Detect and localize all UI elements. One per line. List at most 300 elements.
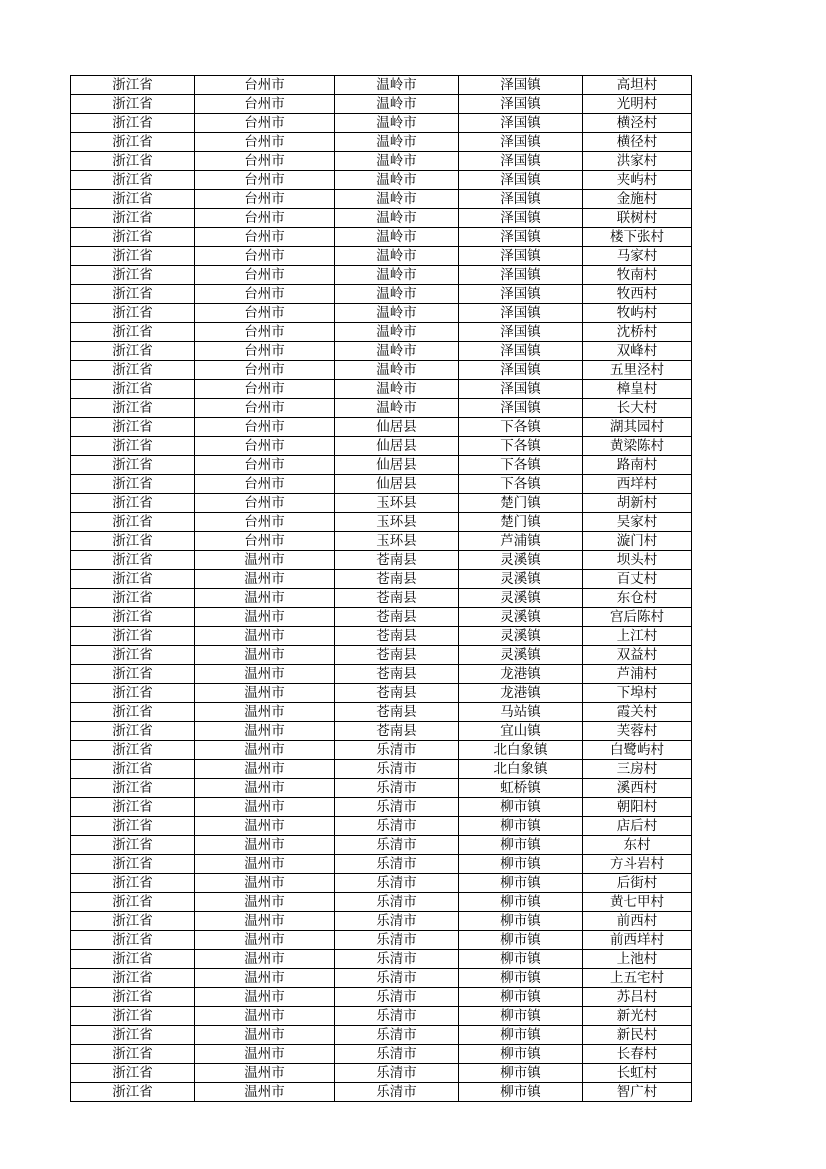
county-cell: 温岭市: [335, 76, 459, 95]
city-cell: 温州市: [195, 1083, 335, 1102]
province-cell: 浙江省: [71, 1026, 195, 1045]
village-cell: 楼下张村: [583, 228, 692, 247]
province-cell: 浙江省: [71, 912, 195, 931]
city-cell: 温州市: [195, 665, 335, 684]
table-row: [71, 380, 692, 399]
table-row: [71, 1045, 692, 1064]
county-cell: 乐清市: [335, 779, 459, 798]
village-cell: 漩门村: [583, 532, 692, 551]
village-cell: 霞关村: [583, 703, 692, 722]
village-cell: 湖其园村: [583, 418, 692, 437]
table-row: [71, 988, 692, 1007]
city-cell: 温州市: [195, 646, 335, 665]
village-cell: 白鹭屿村: [583, 741, 692, 760]
county-cell: 苍南县: [335, 703, 459, 722]
province-cell: 浙江省: [71, 380, 195, 399]
town-cell: 柳市镇: [459, 1083, 583, 1102]
town-cell: 宜山镇: [459, 722, 583, 741]
village-cell: 横泾村: [583, 114, 692, 133]
province-cell: 浙江省: [71, 76, 195, 95]
table-row: [71, 171, 692, 190]
county-cell: 乐清市: [335, 874, 459, 893]
town-cell: 柳市镇: [459, 893, 583, 912]
city-cell: 温州市: [195, 874, 335, 893]
province-cell: 浙江省: [71, 817, 195, 836]
county-cell: 温岭市: [335, 228, 459, 247]
province-cell: 浙江省: [71, 304, 195, 323]
province-cell: 浙江省: [71, 437, 195, 456]
table-row: [71, 722, 692, 741]
province-cell: 浙江省: [71, 608, 195, 627]
table-row: [71, 646, 692, 665]
table-row: [71, 304, 692, 323]
town-cell: 北白象镇: [459, 760, 583, 779]
village-cell: 东仓村: [583, 589, 692, 608]
town-cell: 柳市镇: [459, 1026, 583, 1045]
city-cell: 台州市: [195, 380, 335, 399]
city-cell: 台州市: [195, 304, 335, 323]
village-cell: 新光村: [583, 1007, 692, 1026]
table-row: [71, 285, 692, 304]
table-row: [71, 209, 692, 228]
town-cell: 下各镇: [459, 475, 583, 494]
county-cell: 仙居县: [335, 456, 459, 475]
town-cell: 柳市镇: [459, 1007, 583, 1026]
village-cell: 后街村: [583, 874, 692, 893]
province-cell: 浙江省: [71, 798, 195, 817]
village-cell: 路南村: [583, 456, 692, 475]
town-cell: 泽国镇: [459, 399, 583, 418]
city-cell: 台州市: [195, 342, 335, 361]
city-cell: 温州市: [195, 684, 335, 703]
county-cell: 苍南县: [335, 627, 459, 646]
city-cell: 温州市: [195, 703, 335, 722]
village-cell: 五里泾村: [583, 361, 692, 380]
province-cell: 浙江省: [71, 513, 195, 532]
table-row: [71, 969, 692, 988]
city-cell: 台州市: [195, 114, 335, 133]
village-cell: 光明村: [583, 95, 692, 114]
province-cell: 浙江省: [71, 418, 195, 437]
table-row: [71, 361, 692, 380]
town-cell: 泽国镇: [459, 95, 583, 114]
city-cell: 台州市: [195, 513, 335, 532]
town-cell: 泽国镇: [459, 247, 583, 266]
province-cell: 浙江省: [71, 152, 195, 171]
village-cell: 长春村: [583, 1045, 692, 1064]
province-cell: 浙江省: [71, 266, 195, 285]
town-cell: 龙港镇: [459, 665, 583, 684]
village-cell: 百丈村: [583, 570, 692, 589]
province-cell: 浙江省: [71, 1083, 195, 1102]
city-cell: 台州市: [195, 418, 335, 437]
county-cell: 苍南县: [335, 722, 459, 741]
village-cell: 宫后陈村: [583, 608, 692, 627]
village-cell: 智广村: [583, 1083, 692, 1102]
village-cell: 坝头村: [583, 551, 692, 570]
city-cell: 温州市: [195, 627, 335, 646]
table-row: [71, 475, 692, 494]
province-cell: 浙江省: [71, 741, 195, 760]
city-cell: 台州市: [195, 266, 335, 285]
county-cell: 苍南县: [335, 551, 459, 570]
town-cell: 柳市镇: [459, 988, 583, 1007]
town-cell: 楚门镇: [459, 494, 583, 513]
table-row: [71, 703, 692, 722]
province-cell: 浙江省: [71, 190, 195, 209]
table-row: [71, 190, 692, 209]
province-cell: 浙江省: [71, 95, 195, 114]
village-cell: 胡新村: [583, 494, 692, 513]
city-cell: 温州市: [195, 741, 335, 760]
county-cell: 温岭市: [335, 399, 459, 418]
city-cell: 温州市: [195, 912, 335, 931]
table-row: [71, 95, 692, 114]
table-row: [71, 627, 692, 646]
city-cell: 台州市: [195, 437, 335, 456]
county-cell: 乐清市: [335, 855, 459, 874]
village-cell: 联树村: [583, 209, 692, 228]
county-cell: 苍南县: [335, 608, 459, 627]
city-cell: 温州市: [195, 589, 335, 608]
city-cell: 温州市: [195, 950, 335, 969]
town-cell: 柳市镇: [459, 874, 583, 893]
county-cell: 苍南县: [335, 646, 459, 665]
province-cell: 浙江省: [71, 114, 195, 133]
table-row: [71, 494, 692, 513]
county-cell: 仙居县: [335, 418, 459, 437]
province-cell: 浙江省: [71, 285, 195, 304]
town-cell: 虹桥镇: [459, 779, 583, 798]
town-cell: 灵溪镇: [459, 646, 583, 665]
city-cell: 台州市: [195, 76, 335, 95]
city-cell: 台州市: [195, 152, 335, 171]
town-cell: 柳市镇: [459, 836, 583, 855]
city-cell: 温州市: [195, 836, 335, 855]
table-row: [71, 665, 692, 684]
town-cell: 柳市镇: [459, 969, 583, 988]
city-cell: 温州市: [195, 988, 335, 1007]
city-cell: 温州市: [195, 817, 335, 836]
table-row: [71, 247, 692, 266]
town-cell: 芦浦镇: [459, 532, 583, 551]
county-cell: 温岭市: [335, 133, 459, 152]
province-cell: 浙江省: [71, 323, 195, 342]
table-row: [71, 760, 692, 779]
town-cell: 柳市镇: [459, 931, 583, 950]
province-cell: 浙江省: [71, 551, 195, 570]
town-cell: 下各镇: [459, 456, 583, 475]
city-cell: 台州市: [195, 228, 335, 247]
village-cell: 马家村: [583, 247, 692, 266]
table-row: [71, 266, 692, 285]
table-row: [71, 133, 692, 152]
city-cell: 温州市: [195, 798, 335, 817]
table-row: [71, 1083, 692, 1102]
town-cell: 泽国镇: [459, 171, 583, 190]
county-cell: 乐清市: [335, 893, 459, 912]
table-row: [71, 855, 692, 874]
town-cell: 泽国镇: [459, 342, 583, 361]
village-cell: 芙蓉村: [583, 722, 692, 741]
table-row: [71, 950, 692, 969]
village-cell: 高坦村: [583, 76, 692, 95]
city-cell: 台州市: [195, 209, 335, 228]
village-list-table: [70, 75, 692, 1102]
town-cell: 下各镇: [459, 418, 583, 437]
city-cell: 温州市: [195, 570, 335, 589]
village-cell: 三房村: [583, 760, 692, 779]
province-cell: 浙江省: [71, 494, 195, 513]
village-cell: 洪家村: [583, 152, 692, 171]
table-row: [71, 152, 692, 171]
table-row: [71, 684, 692, 703]
town-cell: 灵溪镇: [459, 589, 583, 608]
village-cell: 前西村: [583, 912, 692, 931]
county-cell: 温岭市: [335, 247, 459, 266]
city-cell: 温州市: [195, 722, 335, 741]
town-cell: 柳市镇: [459, 950, 583, 969]
village-cell: 夹屿村: [583, 171, 692, 190]
province-cell: 浙江省: [71, 1007, 195, 1026]
village-cell: 上江村: [583, 627, 692, 646]
town-cell: 泽国镇: [459, 323, 583, 342]
town-cell: 柳市镇: [459, 798, 583, 817]
village-cell: 长虹村: [583, 1064, 692, 1083]
table-row: [71, 532, 692, 551]
city-cell: 温州市: [195, 760, 335, 779]
village-cell: 黄七甲村: [583, 893, 692, 912]
village-cell: 上池村: [583, 950, 692, 969]
table-row: [71, 893, 692, 912]
town-cell: 泽国镇: [459, 285, 583, 304]
county-cell: 仙居县: [335, 475, 459, 494]
table-row: [71, 1026, 692, 1045]
town-cell: 柳市镇: [459, 912, 583, 931]
province-cell: 浙江省: [71, 570, 195, 589]
village-cell: 溪西村: [583, 779, 692, 798]
city-cell: 台州市: [195, 494, 335, 513]
table-row: [71, 741, 692, 760]
county-cell: 乐清市: [335, 912, 459, 931]
town-cell: 泽国镇: [459, 114, 583, 133]
table-row: [71, 323, 692, 342]
table-row: [71, 817, 692, 836]
village-cell: 横径村: [583, 133, 692, 152]
province-cell: 浙江省: [71, 836, 195, 855]
city-cell: 温州市: [195, 779, 335, 798]
province-cell: 浙江省: [71, 684, 195, 703]
town-cell: 柳市镇: [459, 855, 583, 874]
county-cell: 乐清市: [335, 1083, 459, 1102]
province-cell: 浙江省: [71, 171, 195, 190]
table-row: [71, 437, 692, 456]
village-cell: 上五宅村: [583, 969, 692, 988]
city-cell: 温州市: [195, 1045, 335, 1064]
village-cell: 西垟村: [583, 475, 692, 494]
village-cell: 金施村: [583, 190, 692, 209]
village-cell: 前西垟村: [583, 931, 692, 950]
table-body: [71, 76, 692, 1102]
village-cell: 新民村: [583, 1026, 692, 1045]
city-cell: 温州市: [195, 1007, 335, 1026]
county-cell: 乐清市: [335, 969, 459, 988]
table-row: [71, 1007, 692, 1026]
county-cell: 乐清市: [335, 760, 459, 779]
county-cell: 玉环县: [335, 532, 459, 551]
table-row: [71, 551, 692, 570]
village-cell: 沈桥村: [583, 323, 692, 342]
town-cell: 泽国镇: [459, 209, 583, 228]
table-row: [71, 114, 692, 133]
village-cell: 朝阳村: [583, 798, 692, 817]
table-row: [71, 513, 692, 532]
table-row: [71, 836, 692, 855]
city-cell: 温州市: [195, 608, 335, 627]
table-row: [71, 874, 692, 893]
village-cell: 牧南村: [583, 266, 692, 285]
table-row: [71, 418, 692, 437]
village-cell: 樟皇村: [583, 380, 692, 399]
village-cell: 方斗岩村: [583, 855, 692, 874]
city-cell: 台州市: [195, 475, 335, 494]
table-row: [71, 228, 692, 247]
table-row: [71, 456, 692, 475]
province-cell: 浙江省: [71, 760, 195, 779]
town-cell: 泽国镇: [459, 152, 583, 171]
county-cell: 苍南县: [335, 684, 459, 703]
county-cell: 苍南县: [335, 665, 459, 684]
county-cell: 乐清市: [335, 836, 459, 855]
province-cell: 浙江省: [71, 703, 195, 722]
town-cell: 灵溪镇: [459, 608, 583, 627]
town-cell: 马站镇: [459, 703, 583, 722]
village-cell: 吴家村: [583, 513, 692, 532]
table-row: [71, 589, 692, 608]
town-cell: 泽国镇: [459, 304, 583, 323]
province-cell: 浙江省: [71, 209, 195, 228]
city-cell: 台州市: [195, 456, 335, 475]
county-cell: 温岭市: [335, 171, 459, 190]
village-cell: 店后村: [583, 817, 692, 836]
town-cell: 柳市镇: [459, 1045, 583, 1064]
city-cell: 温州市: [195, 1064, 335, 1083]
county-cell: 温岭市: [335, 266, 459, 285]
city-cell: 台州市: [195, 399, 335, 418]
town-cell: 泽国镇: [459, 266, 583, 285]
table-row: [71, 912, 692, 931]
town-cell: 龙港镇: [459, 684, 583, 703]
county-cell: 乐清市: [335, 950, 459, 969]
province-cell: 浙江省: [71, 950, 195, 969]
province-cell: 浙江省: [71, 779, 195, 798]
town-cell: 柳市镇: [459, 817, 583, 836]
province-cell: 浙江省: [71, 969, 195, 988]
town-cell: 泽国镇: [459, 380, 583, 399]
city-cell: 台州市: [195, 190, 335, 209]
table-row: [71, 779, 692, 798]
county-cell: 乐清市: [335, 1045, 459, 1064]
province-cell: 浙江省: [71, 342, 195, 361]
province-cell: 浙江省: [71, 1064, 195, 1083]
province-cell: 浙江省: [71, 475, 195, 494]
town-cell: 泽国镇: [459, 190, 583, 209]
table-row: [71, 931, 692, 950]
county-cell: 乐清市: [335, 798, 459, 817]
village-cell: 苏吕村: [583, 988, 692, 1007]
province-cell: 浙江省: [71, 133, 195, 152]
county-cell: 温岭市: [335, 152, 459, 171]
county-cell: 温岭市: [335, 323, 459, 342]
county-cell: 温岭市: [335, 190, 459, 209]
village-cell: 黄梁陈村: [583, 437, 692, 456]
province-cell: 浙江省: [71, 456, 195, 475]
county-cell: 乐清市: [335, 1064, 459, 1083]
town-cell: 北白象镇: [459, 741, 583, 760]
county-cell: 温岭市: [335, 380, 459, 399]
county-cell: 苍南县: [335, 589, 459, 608]
town-cell: 灵溪镇: [459, 570, 583, 589]
county-cell: 温岭市: [335, 95, 459, 114]
city-cell: 温州市: [195, 969, 335, 988]
county-cell: 温岭市: [335, 209, 459, 228]
table-row: [71, 399, 692, 418]
county-cell: 乐清市: [335, 741, 459, 760]
province-cell: 浙江省: [71, 1045, 195, 1064]
town-cell: 泽国镇: [459, 133, 583, 152]
town-cell: 泽国镇: [459, 361, 583, 380]
county-cell: 温岭市: [335, 285, 459, 304]
city-cell: 温州市: [195, 1026, 335, 1045]
table-row: [71, 608, 692, 627]
town-cell: 柳市镇: [459, 1064, 583, 1083]
town-cell: 楚门镇: [459, 513, 583, 532]
county-cell: 温岭市: [335, 361, 459, 380]
county-cell: 乐清市: [335, 1007, 459, 1026]
village-cell: 双峰村: [583, 342, 692, 361]
province-cell: 浙江省: [71, 722, 195, 741]
province-cell: 浙江省: [71, 855, 195, 874]
province-cell: 浙江省: [71, 532, 195, 551]
city-cell: 台州市: [195, 95, 335, 114]
town-cell: 灵溪镇: [459, 627, 583, 646]
province-cell: 浙江省: [71, 665, 195, 684]
county-cell: 温岭市: [335, 342, 459, 361]
county-cell: 乐清市: [335, 931, 459, 950]
county-cell: 苍南县: [335, 570, 459, 589]
town-cell: 泽国镇: [459, 228, 583, 247]
province-cell: 浙江省: [71, 893, 195, 912]
province-cell: 浙江省: [71, 874, 195, 893]
table-row: [71, 1064, 692, 1083]
town-cell: 泽国镇: [459, 76, 583, 95]
city-cell: 温州市: [195, 551, 335, 570]
city-cell: 温州市: [195, 855, 335, 874]
table-row: [71, 342, 692, 361]
county-cell: 温岭市: [335, 114, 459, 133]
city-cell: 台州市: [195, 247, 335, 266]
province-cell: 浙江省: [71, 627, 195, 646]
city-cell: 台州市: [195, 285, 335, 304]
town-cell: 下各镇: [459, 437, 583, 456]
province-cell: 浙江省: [71, 361, 195, 380]
table-row: [71, 76, 692, 95]
village-cell: 牧屿村: [583, 304, 692, 323]
province-cell: 浙江省: [71, 988, 195, 1007]
village-cell: 长大村: [583, 399, 692, 418]
city-cell: 台州市: [195, 323, 335, 342]
province-cell: 浙江省: [71, 931, 195, 950]
